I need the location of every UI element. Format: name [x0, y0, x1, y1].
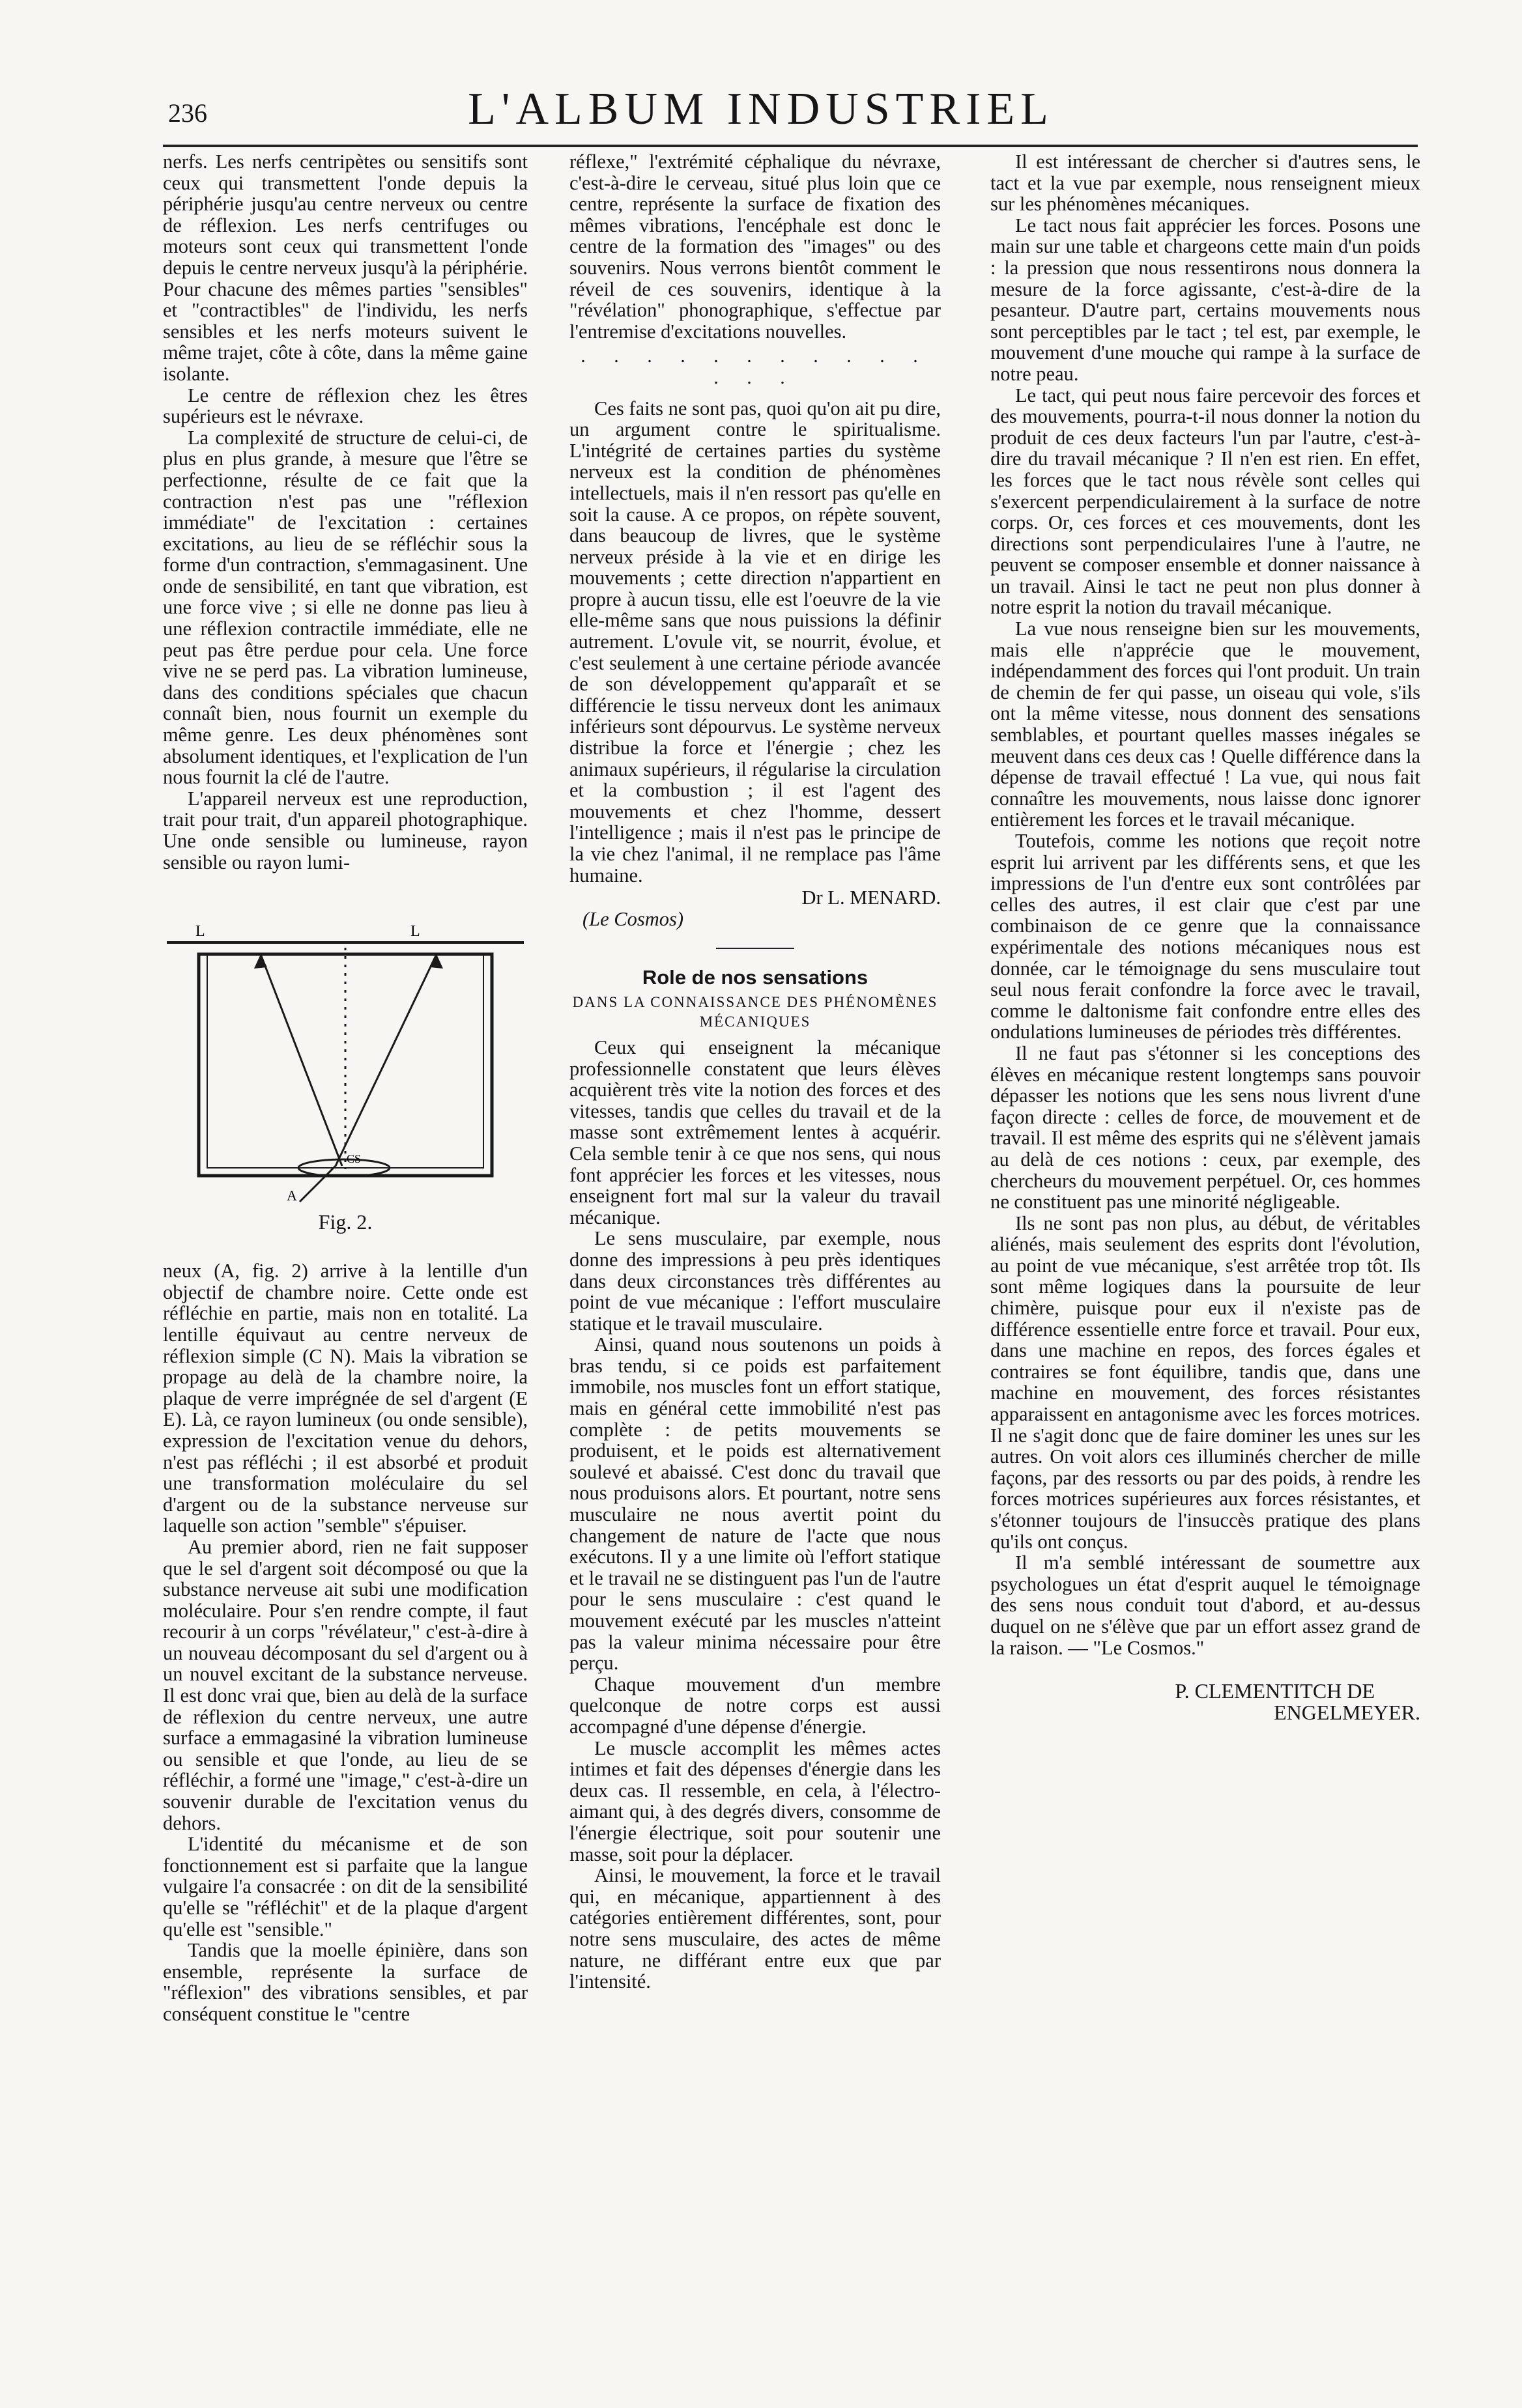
- paragraph: La vue nous renseigne bien sur les mouvements, mais elle n'apprécie que le mouvement, indépendamment des forces qui l'ont produit. Un train de chemin de fer qui passe, un oiseau qui vole, s'ils ont la même vitesse, nous donnent des sensations semblables, et pourtant quelles masses inégales se meuvent dans ces deux cas ! Quelle différence dans la dépense de travail effectué ! La vue, qui nous fait connaître les mouvements, nous laisse donc ignorer entièrement les forces et le travail mécanique.: [990, 617, 1420, 831]
- paragraph: Ceux qui enseignent la mécanique professionnelle constatent que leurs élèves acquièrent très vite la notion des forces et des vitesses, tandis que celles du travail et de la masse sont extrêmement lentes à acquérir. Cela semble tenir à ce que nos sens, qui nous font apprécier les forces et les vitesses, nous enseignent fort mal sur la valeur du travail mécanique.: [569, 1036, 941, 1228]
- figure-label-right: L: [410, 923, 420, 941]
- paragraph: Le sens musculaire, par exemple, nous donne des impressions à peu près identiques dans deux circonstances très différentes au point de vue mécanique : l'effort musculaire statique et le travail musculaire.: [569, 1227, 941, 1335]
- author-name-line-1: P. CLEMENTITCH DE: [1175, 1679, 1375, 1703]
- column-right: [990, 151, 1420, 1723]
- paragraph: Au premier abord, rien ne fait supposer que le sel d'argent soit décomposé ou que la substance nerveuse ait subi une modification moléculaire. Pour s'en rendre compte, il faut recourir à un corps "révélateur," c'est-à-dire à un nouveau décomposant du sel d'argent ou à un nouvel excitant de la substance nerveuse. Il est donc vrai que, bien au delà de la surface de réflexion du centre nerveux, une autre surface a emmagasiné la vibration lumineuse ou sensible et que l'onde, au lieu de se réfléchir, a formé une "image," c'est-à-dire un souvenir durable de l'excitation venus du dehors.: [163, 1535, 528, 1834]
- figure-caption: Fig. 2.: [318, 1210, 373, 1234]
- figure-2: [163, 909, 528, 1247]
- camera-diagram: [163, 909, 528, 1208]
- paragraph: Ils ne sont pas non plus, au début, de véritables aliénés, mais seulement des esprits dont l'évolution, au point de vue mécanique, s'est arrêtée trop tôt. Ils sont même logiques dans la poursuite de leur chimère, puisque pour eux il n'existe pas de différence essentielle entre force et travail. Pour eux, dans une machine en repos, des forces égales et contraires se font équilibre, tandis que, dans une machine en mouvement, des forces résistantes apparaissent en antagonisme avec les forces motrices. Il ne s'agit donc que de faire dominer les unes sur les autres. On voit alors ces illuminés chercher de mille façons, par des ressorts ou par des poids, à rendre les forces motrices supérieures aux forces résistantes, et s'étonner toujours de l'insuccès pratique des plans qu'ils ont conçus.: [990, 1211, 1420, 1553]
- figure-label-center: CS: [347, 1152, 362, 1166]
- paragraph: Le tact, qui peut nous faire percevoir des forces et des mouvements, pourra-t-il nous donner la notion du produit de ces deux facteurs l'un par l'autre, c'est-à-dire du travail mécanique ? Il n'en est rien. En effet, les forces que le tact nous révèle sont celles qui s'exercent perpendiculairement à la surface de notre corps. Or, ces forces et ces mouvements, dont les directions sont perpendiculaires l'une à l'autre, ne peuvent se composer ensemble et donner naissance à un travail. Ainsi le tact ne peut non plus donner à notre esprit la notion du travail mécanique.: [990, 384, 1420, 619]
- header-rule: [163, 145, 1418, 147]
- paragraph: nerfs. Les nerfs centripètes ou sensitifs sont ceux qui transmettent l'onde depuis la périphérie jusqu'au centre nerveux ou centre de réflexion. Les nerfs centrifuges ou moteurs sont ceux qui transmettent l'onde depuis le centre nerveux jusqu'à la périphérie. Pour chacune des mêmes parties "sensibles" et "contractibles" de l'individu, les nerfs sensibles et les nerfs moteurs suivent le même trajet, côte à côte, dans la même gaine isolante.: [163, 150, 528, 385]
- paragraph: neux (A, fig. 2) arrive à la lentille d'un objectif de chambre noire. Cette onde est réfléchie en partie, mais non en totalité. La lentille équivaut au centre nerveux de réflexion simple (C N). Mais la vibration se propage au delà de la chambre noire, la plaque de verre imprégnée de sel d'argent (E E). Là, ce rayon lumineux (ou onde sensible), expression de l'excitation venue du dehors, n'est pas réfléchi ; il est absorbé et produit une transformation moléculaire du sel d'argent ou de la substance nerveuse sur laquelle son action "semble" s'épuiser.: [163, 1260, 528, 1537]
- column-left: [163, 151, 528, 2025]
- paragraph: Le muscle accomplit les mêmes actes intimes et fait des dépenses d'énergie dans les deux cas. Il ressemble, en cela, à l'électro-aimant qui, à des degrés divers, consomme de l'énergie électrique, soit pour soutenir une masse, soit pour la déplacer.: [569, 1736, 941, 1865]
- paragraph: Ces faits ne sont pas, quoi qu'on ait pu dire, un argument contre le spiritualisme. L'intégrité de certaines parties du système nerveux est la condition de phénomènes intellectuels, mais il n'en ressort pas qu'elle en soit la cause. A ce propos, on répète souvent, dans beaucoup de livres, que le système nerveux préside à la vie et en dirige les mouvements ; cette direction n'appartient en propre à aucun tissu, elle est l'oeuvre de la vie elle-même sans que nous puissions la définir autrement. L'ovule vit, se nourrit, évolue, et c'est seulement à une certaine période avancée de son développement qu'apparaît et se différencie le tissu nerveux dont les animaux inférieurs sont dépourvus. Le système nerveux distribue la force et l'énergie ; chez les animaux supérieurs, il régularise la circulation et la combustion ; il est l'agent des mouvements et chez l'homme, dessert l'intelligence ; mais il n'est pas le principe de la vie chez l'animal, il ne remplace pas l'âme humaine.: [569, 397, 941, 886]
- arrow-right: [430, 954, 443, 969]
- section-divider: [716, 948, 794, 949]
- author-signature: Dr L. MENARD.: [801, 886, 941, 909]
- paragraph: Chaque mouvement d'un membre quelconque de notre corps est aussi accompagné d'une dépense d'énergie.: [569, 1673, 941, 1738]
- author-name-line-2: ENGELMEYER.: [1274, 1700, 1420, 1724]
- column-middle: [569, 151, 941, 1992]
- paragraph: Il est intéressant de chercher si d'autres sens, le tact et la vue par exemple, nous renseignent mieux sur les phénomènes mécaniques.: [990, 150, 1420, 216]
- running-head: L'ALBUM INDUSTRIEL: [468, 84, 1054, 134]
- ray-right: [336, 954, 437, 1166]
- section-subtitle: DANS LA CONNAISSANCE DES PHÉNOMÈNES MÉCANIQUES: [572, 993, 938, 1030]
- paragraph: Ainsi, quand nous soutenons un poids à bras tendu, si ce poids est parfaitement immobile, nos muscles font un effort statique, mais en général cette immobilité n'est pas complète : de petits mouvements se produisent, et le poids est alternativement soulevé et abaissé. C'est donc du travail que nous produisons alors. Et pourtant, notre sens musculaire ne nous avertit point du changement de nature de l'acte que nous exécutons. Il y a une limite où l'effort statique et le travail ne se distinguent pas l'un de l'autre pour le sens musculaire : c'est quand le mouvement exécuté par les muscles n'atteint pas la valeur minima nécessaire pour être perçu.: [569, 1333, 941, 1675]
- figure-label-left: L: [195, 923, 205, 941]
- paragraph: La complexité de structure de celui-ci, de plus en plus grande, à mesure que l'être se perfectionne, résulte de ce fait que la contraction n'est pas une "réflexion immédiate" de l'excitation : certaines excitations, au lieu de se réfléchir sous la forme d'un contraction, s'emmagasinent. Une onde de sensibilité, en tant que vibration, est une force vive ; si elle ne donne pas lieu à une réflexion contractile immédiate, elle ne peut pas être perdue pour cela. Une force vive ne se perd pas. La vibration lumineuse, dans des conditions spéciales que chacun connaît bien, nous fournit un exemple du même genre. Les deux phénomènes sont absolument identiques, et l'explication de l'un nous fournit la clé de l'autre.: [163, 426, 528, 789]
- paragraph: Toutefois, comme les notions que reçoit notre esprit lui arrivent par les différents sens, et que les impressions de l'un d'entre eux sont contrôlées par celles des autres, il est clair que c'est par une combinaison de ce genre que la connaissance expérimentale des notions mécaniques nous est donnée, car le témoignage du sens musculaire tout seul nous ferait confondre la force avec le travail, comme le daltonisme fait confondre entre elles des ondulations lumineuses de périodes très différentes.: [990, 830, 1420, 1043]
- paragraph: Ainsi, le mouvement, la force et le travail qui, en mécanique, appartiennent à des catégories entièrement différentes, sont, pour notre sens musculaire, des actes de même nature, ne différant entre eux que par l'intensité.: [569, 1864, 941, 1993]
- section-title: Role de nos sensations: [642, 966, 869, 989]
- page-number: 236: [168, 98, 207, 128]
- paragraph: L'appareil nerveux est une reproduction, trait pour trait, d'un appareil photographique. Une onde sensible ou lumineuse, rayon sensible ou rayon lumi-: [163, 787, 528, 873]
- ray-left: [261, 954, 342, 1166]
- paragraph: réflexe," l'extrémité céphalique du névraxe, c'est-à-dire le cerveau, situé plus loin que ce centre, représente la surface de fixation des mêmes vibrations, l'encéphale est donc le centre de la formation des "images" ou des souvenirs. Nous verrons bientôt comment le réveil de ces souvenirs, identique à la "révélation" phonographique, s'effectue par l'entremise d'excitations nouvelles.: [569, 150, 941, 343]
- source-citation: (Le Cosmos): [582, 907, 684, 930]
- figure-label-a: A: [287, 1187, 297, 1204]
- paragraph: Le tact nous fait apprécier les forces. Posons une main sur une table et chargeons cette main d'un poids : la pression que nous ressentirons nous donnera la mesure de la force agissante, c'est-à-dire de la pesanteur. D'autre part, certains mouvements nous sont perceptibles par le tact ; tel est, par exemple, le mouvement d'une mouche qui rampe à la surface de notre peau.: [990, 214, 1420, 385]
- separator-dots: . . . . . . . . . . . . . .: [581, 345, 930, 388]
- paragraph: Le centre de réflexion chez les êtres supérieurs est le névraxe.: [163, 384, 528, 428]
- paragraph: L'identité du mécanisme et de son fonctionnement est si parfaite que la langue vulgaire l'a consacrée : on dit de la sensibilité qu'elle se "réfléchit" et de la plaque d'argent qu'elle est "sensible.": [163, 1833, 528, 1940]
- paragraph: Tandis que la moelle épinière, dans son ensemble, représente la surface de "réflexion" des vibrations sensibles, et par conséquent constitue le "centre: [163, 1939, 528, 2025]
- paragraph: Il ne faut pas s'étonner si les conceptions des élèves en mécanique restent longtemps sans pouvoir dépasser les notions que les sens nous livrent d'une façon directe : celles de force, de mouvement et de travail. Il est même des esprits qui ne s'élèvent jamais au delà de ces notions : ceux, par exemple, des chercheurs du mouvement perpétuel. Or, ces hommes ne constituent pas une minorité négligeable.: [990, 1041, 1420, 1213]
- arrow-left: [254, 954, 267, 969]
- paragraph: Il m'a semblé intéressant de soumettre aux psychologues un état d'esprit auquel le témoignage des sens nous conduit tout d'abord, et au-dessus duquel on ne s'élève que par un effort assez grand de la raison. — "Le Cosmos.": [990, 1551, 1420, 1659]
